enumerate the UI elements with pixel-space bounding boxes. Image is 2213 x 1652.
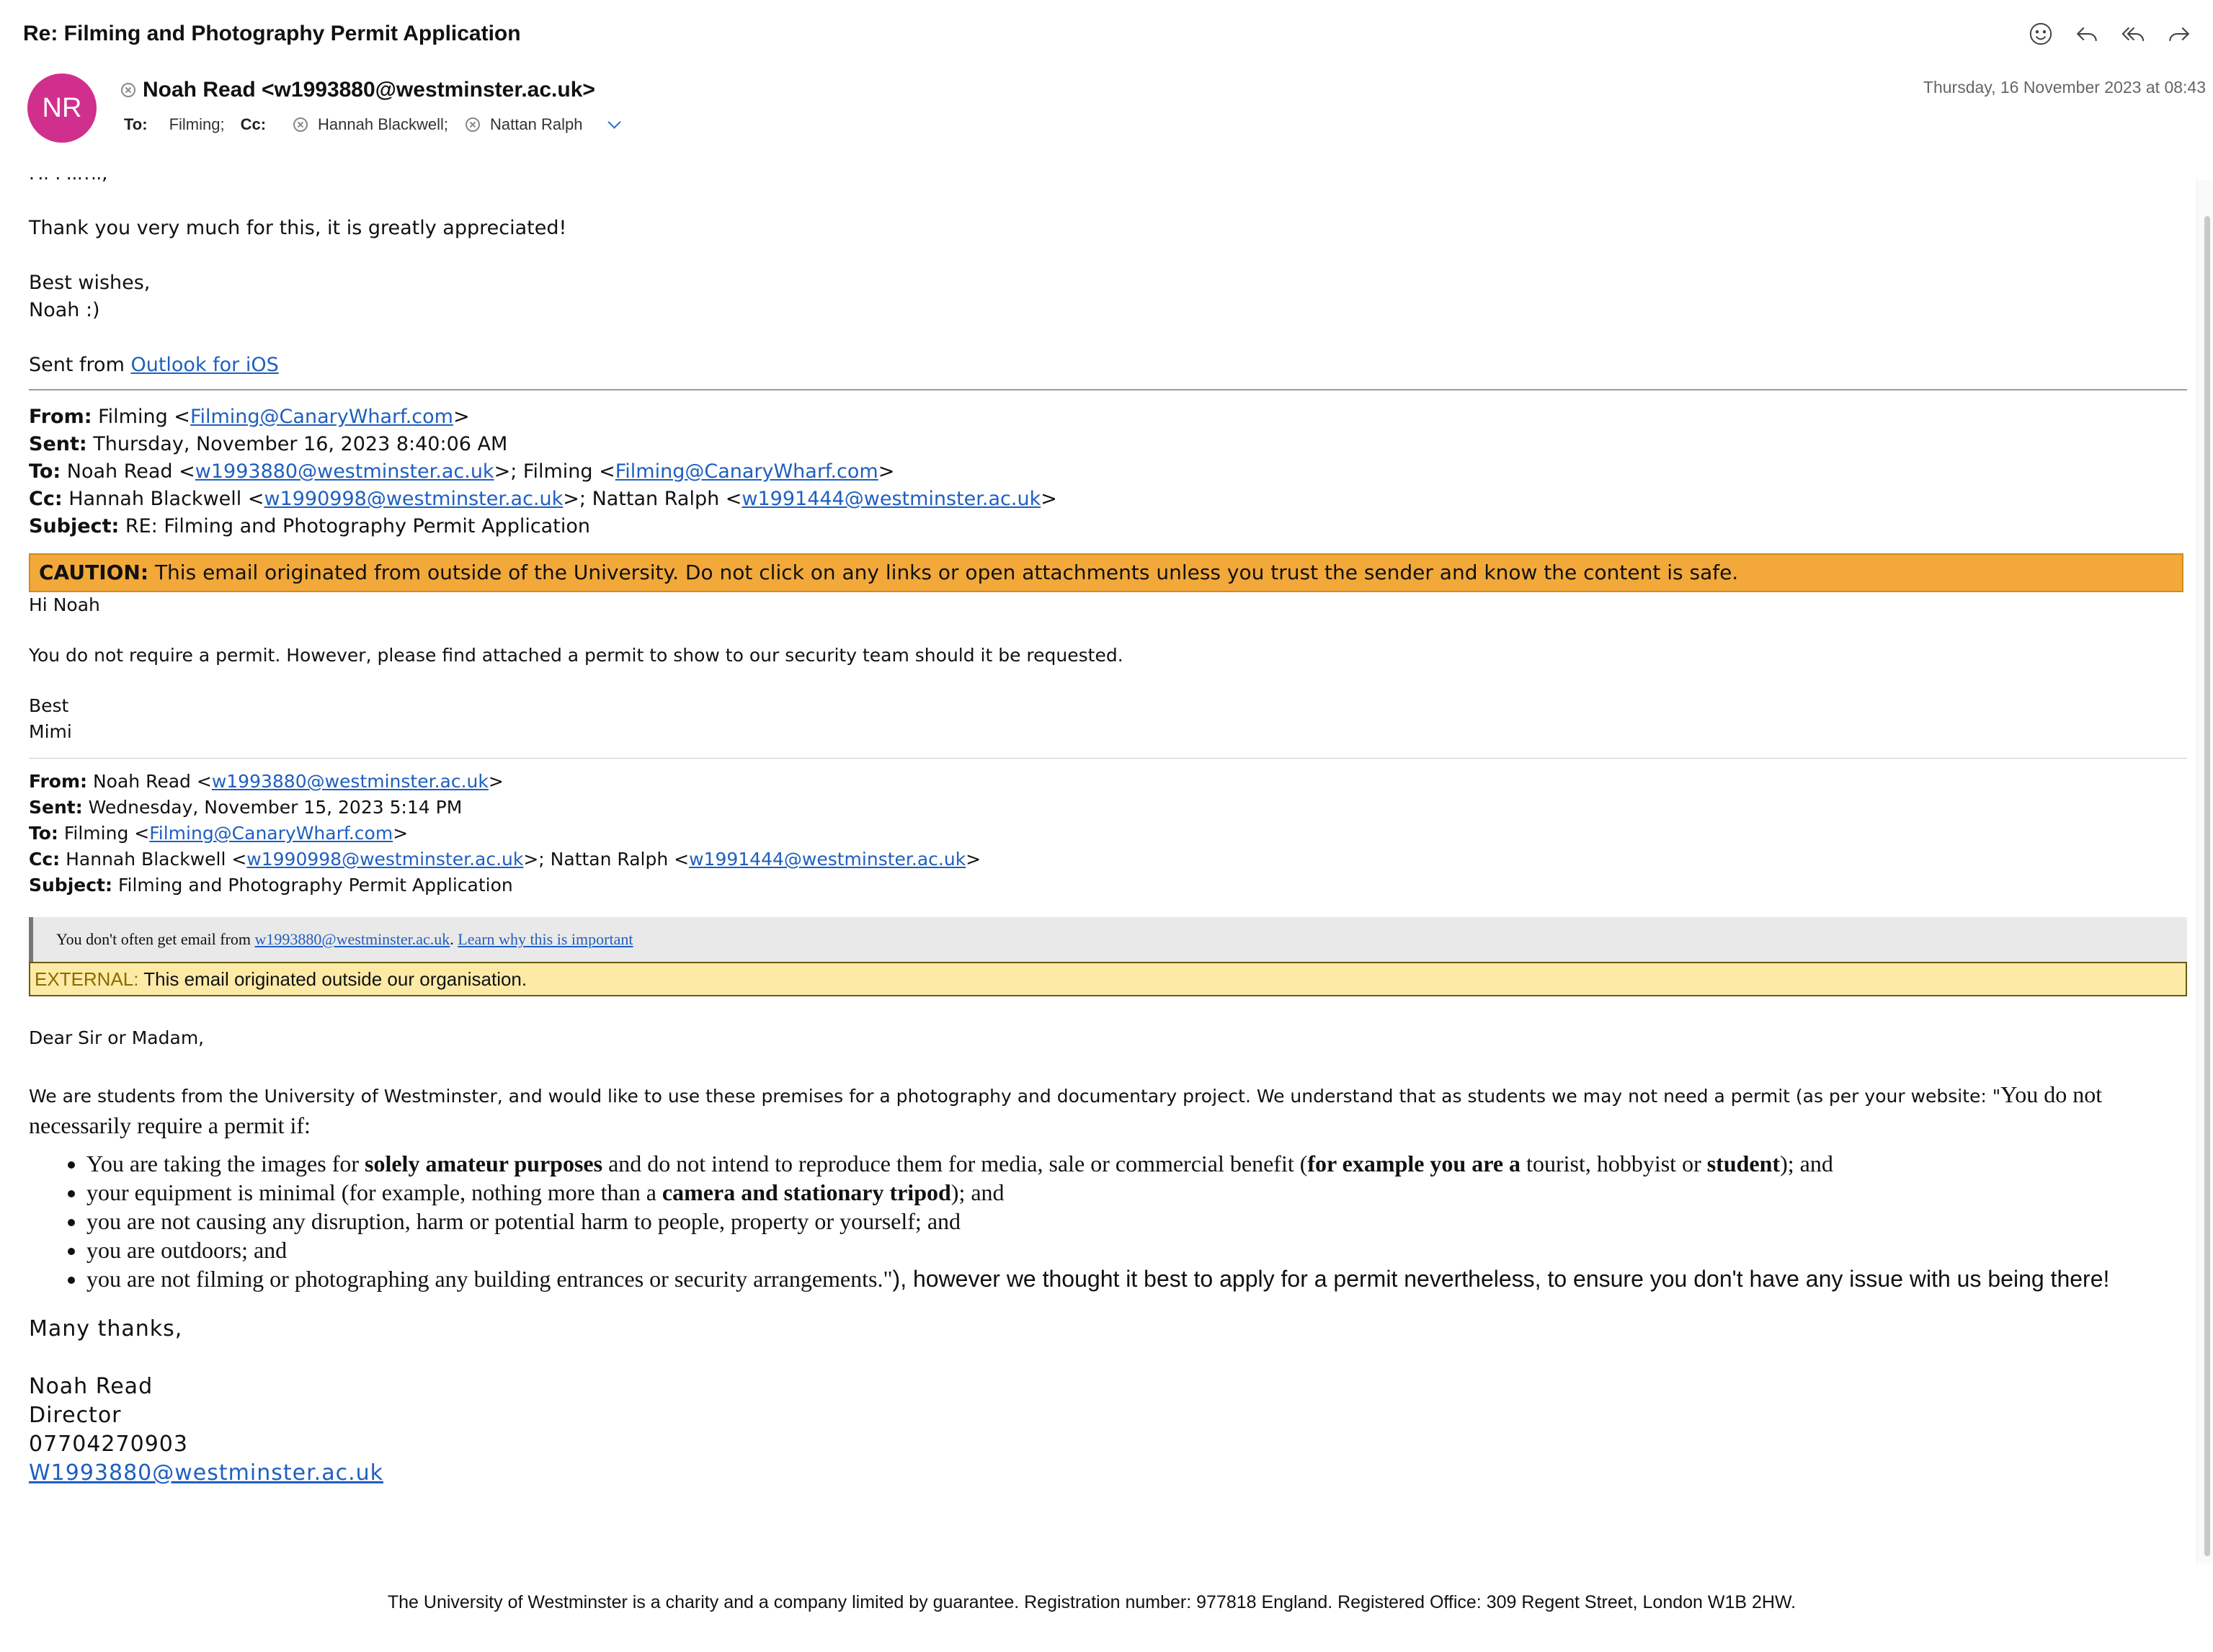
- chevron-down-icon[interactable]: [608, 115, 621, 128]
- intro-paragraph: [29, 1080, 2191, 1142]
- list-item: • You are taking the images for solely amateur purposes and do not intend to reproduce them for media, sale or commercial benefit (for example you are a tourist, hobbyist or student); and: [86, 1149, 2191, 1178]
- reply-icon: [2075, 22, 2099, 46]
- quoted-body-1: [29, 592, 2191, 745]
- to-email-link[interactable]: Filming@CanaryWharf.com: [615, 460, 878, 483]
- quoted-header-2: From: Noah Read <w1993880@westminster.ac.uk> Sent: Wednesday, November 15, 2023 5:14 PM To: Filming <Filming@CanaryWharf.com> Cc: Hannah Blackwell <w1990998@westminster.ac.uk>; Nattan Ralph <w1991444@westminster.ac.uk> Subject: Filming and Photography Permit Application: [29, 771, 981, 896]
- divider: [29, 758, 2187, 759]
- sent-value: Wednesday, November 15, 2023 5:14 PM: [82, 797, 463, 818]
- to-label: To:: [124, 115, 148, 133]
- caution-banner: [29, 553, 2183, 592]
- notice-text: You don't often get email from: [56, 930, 255, 948]
- cc-text: >; Nattan Ralph <: [523, 849, 690, 870]
- thanks: Many thanks,: [29, 1316, 183, 1341]
- cc-text: >; Nattan Ralph <: [563, 488, 742, 510]
- sent-from: [29, 352, 2191, 379]
- recipients-line: [124, 115, 619, 134]
- list-item: • you are not filming or photographing any building entrances or security arrangements."), however we thought it best to apply for a permit nevertheless, to ensure you don't have any issue with us being there!: [86, 1264, 2191, 1293]
- greeting: Hi Noah: [29, 594, 100, 615]
- remove-contact-icon[interactable]: [121, 83, 135, 97]
- cc-label: Cc:: [240, 115, 267, 133]
- university-footer: The University of Westminster is a charity and a company limited by guarantee. Registration number: 977818 England. Registered Office: 309 Regent Street, London W1B 2HW.: [387, 1592, 1796, 1612]
- to-label: To:: [29, 823, 58, 844]
- subject-value: RE: Filming and Photography Permit Application: [119, 515, 590, 537]
- from-email-link[interactable]: w1993880@westminster.ac.uk: [211, 771, 489, 792]
- signature-name: Noah Read: [29, 1374, 153, 1399]
- message-date: Thursday, 16 November 2023 at 08:43: [1923, 78, 2206, 97]
- from-email-link[interactable]: Filming@CanaryWharf.com: [190, 406, 453, 428]
- avatar-initials: NR: [42, 92, 82, 123]
- cc-email-link[interactable]: w1991444@westminster.ac.uk: [689, 849, 966, 870]
- from-label: From:: [29, 406, 92, 428]
- sent-value: Thursday, November 16, 2023 8:40:06 AM: [86, 433, 508, 455]
- to-email-link[interactable]: w1993880@westminster.ac.uk: [195, 460, 494, 483]
- outlook-ios-link[interactable]: Outlook for iOS: [130, 354, 279, 376]
- signature-phone: 07704270903: [29, 1432, 188, 1457]
- from-text: Filming <: [92, 406, 190, 428]
- emoji-icon: [2029, 22, 2053, 46]
- signer-name: Mimi: [29, 721, 72, 742]
- notice-email-link[interactable]: w1993880@westminster.ac.uk: [254, 930, 450, 948]
- remove-cc-icon[interactable]: [293, 117, 308, 132]
- from-label: From:: [29, 771, 88, 792]
- cc-email-link[interactable]: w1990998@westminster.ac.uk: [246, 849, 524, 870]
- subject-label: Subject:: [29, 875, 112, 896]
- cc-email-link[interactable]: w1991444@westminster.ac.uk: [742, 488, 1041, 510]
- forward-button[interactable]: [2164, 19, 2194, 49]
- signoff: Best: [29, 695, 69, 716]
- subject-value: Filming and Photography Permit Application: [112, 875, 513, 896]
- signature: [29, 1315, 2191, 1488]
- cc-recipient-2[interactable]: Nattan Ralph: [490, 115, 583, 133]
- reply-name: Noah :): [29, 299, 100, 321]
- reply-button[interactable]: [2072, 19, 2102, 49]
- quoted-header-1: From: Filming <Filming@CanaryWharf.com> Sent: Thursday, November 16, 2023 8:40:06 AM To: Noah Read <w1993880@westminster.ac.uk>; Filming <Filming@CanaryWharf.com> Cc: Hannah Blackwell <w1990998@westminster.ac.uk>; Nattan Ralph <w1991444@westminster.ac.uk> Subject: RE: Filming and Photography Permit Application: [29, 406, 1057, 537]
- forward-icon: [2167, 22, 2191, 46]
- requirements-list: [29, 1149, 2191, 1293]
- list-item: • you are outdoors; and: [86, 1236, 2191, 1264]
- reply-all-button[interactable]: [2118, 19, 2148, 49]
- to-text: Noah Read <: [61, 460, 195, 483]
- cc-label: Cc:: [29, 488, 63, 510]
- intro-quote: You do not necessarily require a permit if:: [29, 1081, 2103, 1138]
- sent-from-text: Sent from: [29, 354, 131, 376]
- reply-line: Thank you very much for this, it is greatly appreciated!: [29, 217, 567, 239]
- emoji-reaction-button[interactable]: [2026, 19, 2056, 49]
- to-text: Filming <: [58, 823, 150, 844]
- signature-email-link[interactable]: W1993880@westminster.ac.uk: [29, 1460, 383, 1486]
- to-recipient[interactable]: Filming;: [169, 115, 225, 133]
- sender-avatar[interactable]: [27, 73, 97, 143]
- learn-why-link[interactable]: Learn why this is important: [458, 930, 633, 948]
- cc-text: Hannah Blackwell <: [62, 488, 264, 510]
- from-text: Noah Read <: [87, 771, 212, 792]
- cc-recipient-1[interactable]: Hannah Blackwell;: [318, 115, 449, 133]
- greeting: Dear Sir or Madam,: [29, 1027, 205, 1048]
- external-text: This email originated outside our organisation.: [138, 968, 527, 990]
- caution-label: CAUTION:: [39, 561, 149, 584]
- message-body: [29, 179, 2191, 1488]
- sender-notice-banner: You don't often get email from w1993880@westminster.ac.uk. Learn why this is important: [29, 917, 2187, 962]
- sender-name[interactable]: Noah Read <w1993880@westminster.ac.uk>: [143, 78, 595, 102]
- message-header: [0, 0, 2213, 179]
- scrollbar-thumb[interactable]: [2204, 216, 2210, 1556]
- reply-all-icon: [2121, 22, 2145, 46]
- reply-signoff: Best wishes,: [29, 272, 151, 294]
- signature-title: Director: [29, 1403, 122, 1428]
- divider: [29, 389, 2187, 390]
- list-item: • you are not causing any disruption, harm or potential harm to people, property or yourself; and: [86, 1207, 2191, 1236]
- subject-label: Subject:: [29, 515, 120, 537]
- to-text: >; Filming <: [494, 460, 615, 483]
- intro-text: We are students from the University of Westminster, and would like to use these premises for a photography and documentary project. We understand that as students we may not need a permit (as per your website: ": [29, 1086, 2001, 1107]
- cc-email-link[interactable]: w1990998@westminster.ac.uk: [264, 488, 564, 510]
- body-text: You do not require a permit. However, please find attached a permit to show to our security team should it be requested.: [29, 645, 1123, 666]
- sent-label: Sent:: [29, 433, 87, 455]
- sent-label: Sent:: [29, 797, 83, 818]
- message-toolbar: [2026, 19, 2194, 49]
- caution-text: This email originated from outside of the University. Do not click on any links or open attachments unless you trust the sender and know the content is safe.: [148, 561, 1739, 584]
- remove-cc-icon[interactable]: [466, 117, 480, 132]
- cc-label: Cc:: [29, 849, 61, 870]
- sender-line: [121, 78, 595, 102]
- message-subject: Re: Filming and Photography Permit Application: [23, 22, 521, 45]
- external-banner: [29, 962, 2187, 996]
- to-label: To:: [29, 460, 61, 483]
- cc-text: Hannah Blackwell <: [60, 849, 247, 870]
- to-email-link[interactable]: Filming@CanaryWharf.com: [149, 823, 393, 844]
- external-label: EXTERNAL:: [35, 968, 139, 990]
- list-item: • your equipment is minimal (for example, nothing more than a camera and stationary tripod); and: [86, 1178, 2191, 1207]
